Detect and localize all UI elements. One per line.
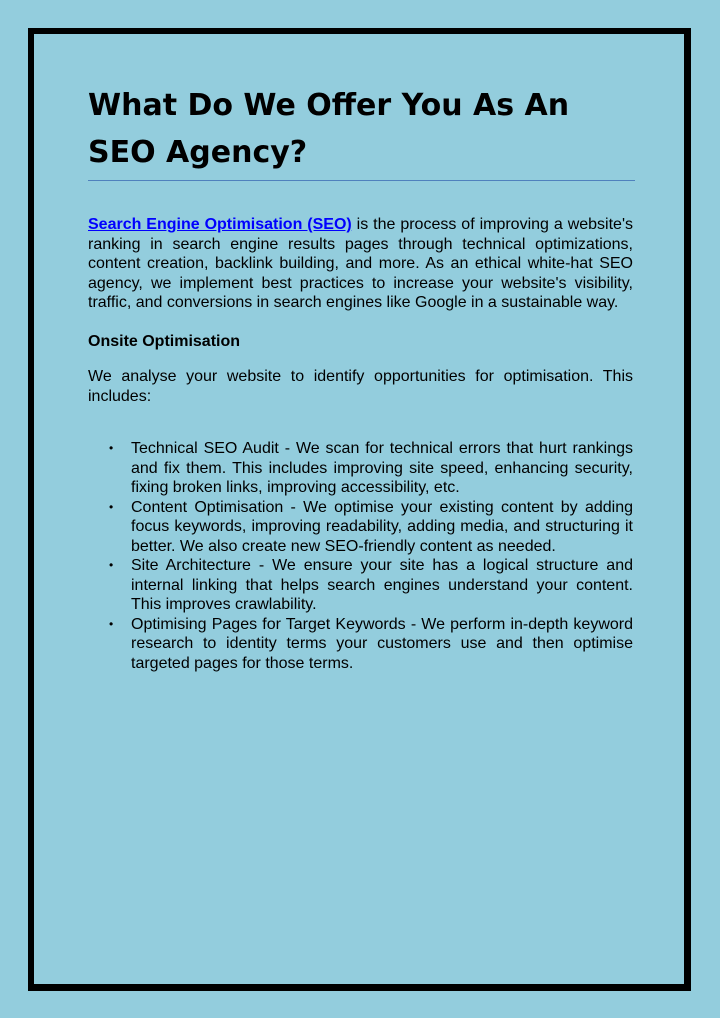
list-item [88,439,633,498]
document-body [88,215,633,673]
analyse-paragraph: We analyse your website to identify opportunities for optimisation. This includes: [88,368,633,405]
intro-text: is the process of improving a website's ranking in search engine results pages through technical optimizations, content creation, backlink building, and more. As an ethical white-hat SEO agency, we implement best practices to increase your website's visibility, traffic, and conversions in search engines like Google in a sustainable way. [88,216,634,311]
list-item [88,556,633,615]
list-item-text: Optimising Pages for Target Keywords - We perform in-depth keyword research to identity terms your customers use and then optimise targeted pages for those terms. [131,615,633,672]
bullet-icon: • [109,616,114,631]
list-item-text: Technical SEO Audit - We scan for technical errors that hurt rankings and fix them. This includes improving site speed, enhancing security, fixing broken links, improving accessibility, etc. [131,440,633,496]
list-item-text: Content Optimisation - We optimise your existing content by adding focus keywords, improving readability, adding media, and structuring it better. We also create new SEO-friendly content as needed. [131,498,633,555]
page-title: What Do We Offer You As An SEO Agency? [88,88,570,170]
list-item [88,615,633,674]
list-item [88,498,633,557]
seo-link[interactable]: Search Engine Optimisation (SEO) [88,216,352,233]
title-divider [88,180,635,181]
bullet-icon: • [109,499,114,514]
list-item-text: Site Architecture - We ensure your site has a logical structure and internal linking that helps search engines understand your content. This improves crawlability. [131,557,633,613]
bullet-icon: • [109,441,114,455]
services-list [88,439,633,673]
intro-paragraph [88,215,633,313]
section-heading: Onsite Optimisation [88,332,241,350]
bullet-icon: • [109,558,114,572]
